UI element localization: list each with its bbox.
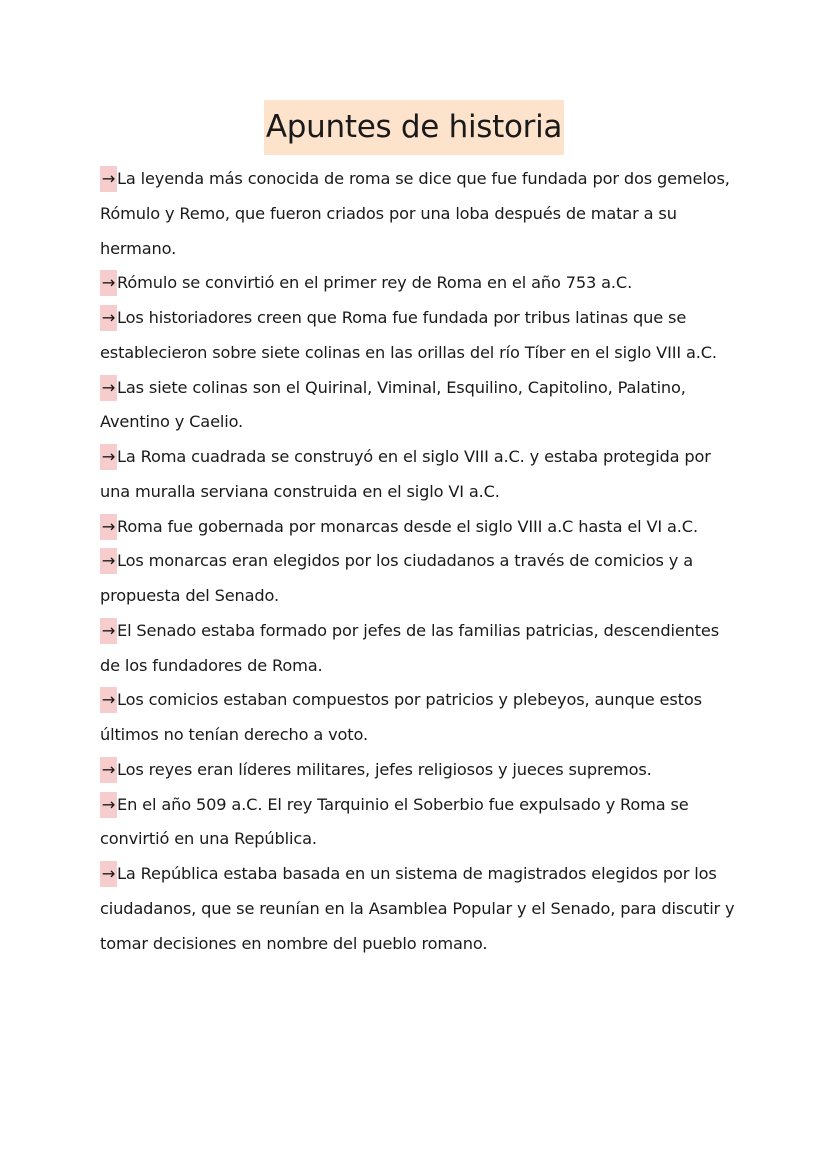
note-item xyxy=(100,788,740,858)
note-item xyxy=(100,544,740,614)
note-text: Las siete colinas son el Quirinal, Viminal, Esquilino, Capitolino, Palatino, Aventino y Caelio. xyxy=(100,377,686,432)
arrow-right-icon: → xyxy=(100,514,117,540)
note-text: Rómulo se convirtió en el primer rey de Roma en el año 753 a.C. xyxy=(117,273,633,293)
arrow-right-icon: → xyxy=(100,548,117,574)
arrow-right-icon: → xyxy=(100,861,117,887)
note-item xyxy=(100,683,740,753)
note-item xyxy=(100,510,740,545)
note-text: Los reyes eran líderes militares, jefes religiosos y jueces supremos. xyxy=(117,759,652,779)
notes-list xyxy=(100,162,740,961)
note-item xyxy=(100,301,740,371)
note-text: Los historiadores creen que Roma fue fundada por tribus latinas que se establecieron sobre siete colinas en las orillas del río Tíber en el siglo VIII a.C. xyxy=(100,308,717,362)
note-text: El Senado estaba formado por jefes de las familias patricias, descendientes de los fundadores de Roma. xyxy=(100,620,720,675)
arrow-right-icon: → xyxy=(100,375,117,401)
arrow-right-icon: → xyxy=(100,444,117,470)
note-text: La leyenda más conocida de roma se dice que fue fundada por dos gemelos, Rómulo y Remo, que fueron criados por una loba después de matar a su hermano. xyxy=(100,169,730,258)
arrow-right-icon: → xyxy=(100,166,117,192)
note-text: La Roma cuadrada se construyó en el siglo VIII a.C. y estaba protegida por una muralla serviana construida en el siglo VI a.C. xyxy=(100,447,711,501)
note-text: En el año 509 a.C. El rey Tarquinio el Soberbio fue expulsado y Roma se convirtió en una República. xyxy=(100,794,689,849)
note-item xyxy=(100,857,740,961)
note-item xyxy=(100,753,740,788)
note-item xyxy=(100,162,740,266)
note-item xyxy=(100,440,740,510)
arrow-right-icon: → xyxy=(100,792,117,818)
note-item xyxy=(100,614,740,684)
arrow-right-icon: → xyxy=(100,687,117,713)
arrow-right-icon: → xyxy=(100,270,117,296)
title-container xyxy=(0,100,828,155)
note-text: Los monarcas eran elegidos por los ciudadanos a través de comicios y a propuesta del Senado. xyxy=(100,551,693,605)
note-text: Los comicios estaban compuestos por patricios y plebeyos, aunque estos últimos no tenían derecho a voto. xyxy=(100,690,702,744)
arrow-right-icon: → xyxy=(100,757,117,783)
note-text: Roma fue gobernada por monarcas desde el siglo VIII a.C hasta el VI a.C. xyxy=(117,516,698,536)
note-item xyxy=(100,266,740,301)
page-title: Apuntes de historia xyxy=(264,100,564,155)
note-text: La República estaba basada en un sistema de magistrados elegidos por los ciudadanos, que se reunían en la Asamblea Popular y el Senado, para discutir y tomar decisiones en nombre del pueblo romano. xyxy=(100,864,735,953)
arrow-right-icon: → xyxy=(100,305,117,331)
note-item xyxy=(100,371,740,441)
arrow-right-icon: → xyxy=(100,618,117,644)
